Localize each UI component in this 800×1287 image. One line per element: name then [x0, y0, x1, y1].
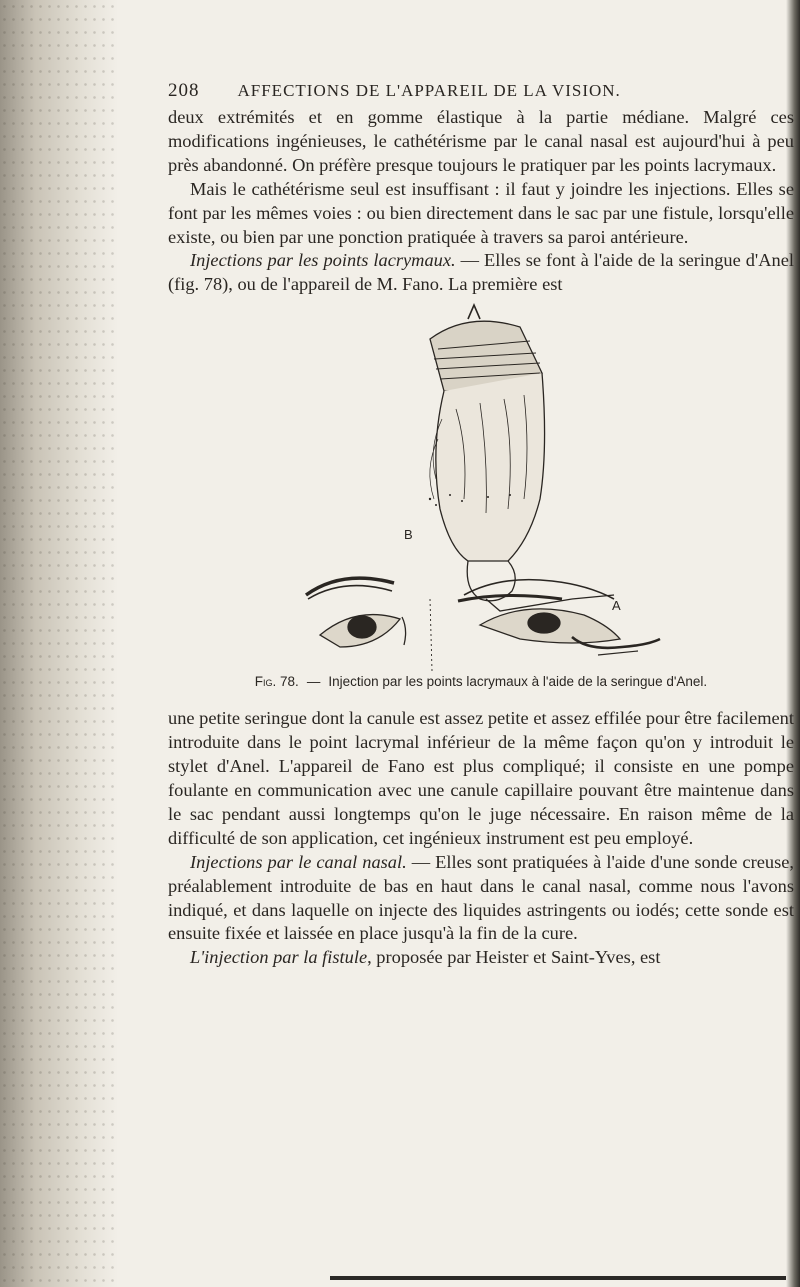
- figure-caption: [168, 671, 794, 693]
- running-title: AFFECTIONS DE L'APPAREIL DE LA VISION.: [237, 81, 621, 100]
- paragraph-injections-canal: [168, 851, 794, 947]
- section-heading-injection-fistule: L'injection par la fistule: [190, 947, 368, 968]
- paragraph-injections-points: [168, 249, 794, 297]
- page-number: 208: [168, 80, 200, 101]
- caption-dash: —: [306, 674, 321, 690]
- paragraph-syringe-description: une petite seringue dont la canule est assez petite et assez effilée pour être facilement introduite dans le point lacrymal inférieur de la même façon qu'on y introduit le stylet d'Anel. L'appareil de Fano est plus compliqué; il consiste en une pompe foulante en communication avec une canule capillaire pouvant être maintenue dans le sac pendant aussi longtemps qu'on le juge nécessaire. En raison même de la difficulté de son application, cet ingénieux instrument est peu employé.: [168, 708, 794, 848]
- caption-text: Injection par les points lacrymaux à l'aide de la seringue d'Anel.: [328, 674, 708, 690]
- section-text-injections-canal: — Elles sont pratiquées à l'aide d'une sonde creuse, préalablement introduite de bas en haut dans le canal nasal, comme nous l'avons indiqué, et dans laquelle on injecte des liquides astringents ou iodés; cette sonde est ensuite fixée et laissée en place jusqu'à la fin de la cure.: [168, 851, 794, 944]
- figure-78-illustration: [168, 299, 794, 671]
- figure-label-a: A: [612, 598, 621, 614]
- section-heading-injections-canal: Injections par le canal nasal.: [190, 851, 407, 872]
- running-head: [168, 80, 794, 102]
- paragraph-catheterism: Mais le cathétérisme seul est insuffisant : il faut y joindre les injections. Elles se font par les mêmes voies : ou bien directement dans le sac par une fistule, lorsqu'elle existe, ou bien par une ponction pratiquée à travers sa paroi antérieure.: [168, 178, 794, 247]
- book-page: [168, 80, 794, 970]
- paragraph-injection-fistule: [168, 946, 794, 970]
- section-text-injection-fistule: , proposée par Heister et Saint-Yves, est: [367, 947, 661, 968]
- figure-label-b: B: [404, 527, 413, 543]
- caption-figure-number: Fig. 78.: [254, 674, 299, 690]
- hand-syringe-engraving: [168, 299, 794, 671]
- section-heading-injections-points: Injections par les points lacrymaux.: [190, 250, 456, 271]
- paragraph-intro: deux extrémités et en gomme élastique à la partie médiane. Malgré ces modifications ingénieuses, le cathétérisme par le canal nasal est aujourd'hui à peu près abandonné. On préfère presque toujours le pratiquer par les points lacrymaux.: [168, 107, 794, 175]
- section-text-injections-points: — Elles se font à l'aide de la seringue d'Anel (fig. 78), ou de l'appareil de M. Fano. La première est: [168, 250, 794, 295]
- scanned-page-edge-left: [0, 0, 118, 1287]
- bottom-edge-shadow: [330, 1276, 786, 1280]
